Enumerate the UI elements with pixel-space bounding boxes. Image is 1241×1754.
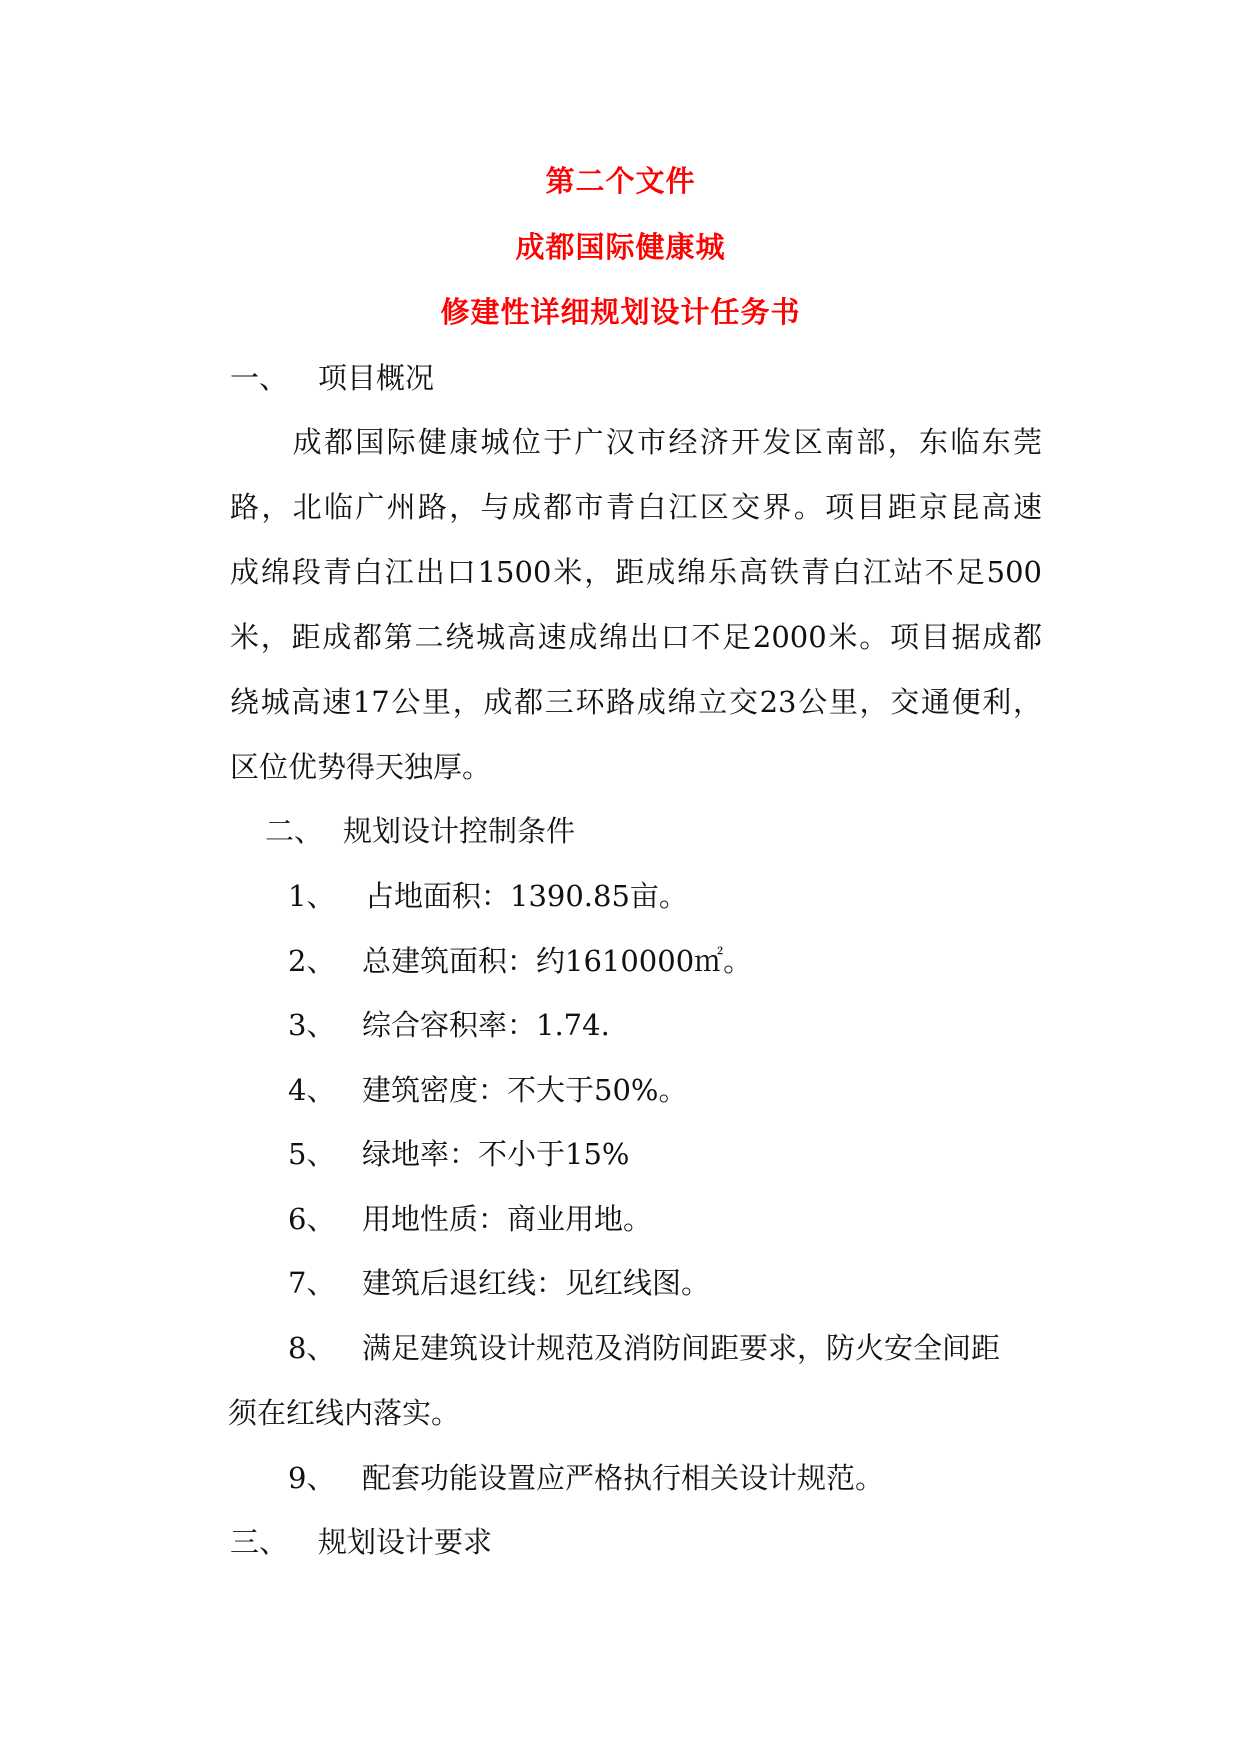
list-item: 建筑后退红线：见红线图。: [362, 1266, 711, 1300]
list-item: 占地面积：1390.85亩。: [365, 879, 688, 913]
list-item-number: 8、: [288, 1331, 336, 1365]
document-title-line-1: 第二个文件: [545, 164, 696, 198]
list-item: 总建筑面积：约1610000㎡。: [362, 944, 753, 978]
list-item-number: 3、: [288, 1008, 336, 1042]
paragraph-line: 成绵段青白江出口1500米，距成绵乐高铁青白江站不足500: [230, 555, 1042, 589]
section-2-heading: 规划设计控制条件: [343, 814, 576, 848]
list-item: 满足建筑设计规范及消防间距要求，防火安全间距: [362, 1331, 1001, 1365]
list-item: 用地性质：商业用地。: [362, 1202, 653, 1236]
list-item-number: 5、: [288, 1137, 336, 1171]
section-3-heading: 规划设计要求: [318, 1525, 493, 1559]
list-item-number: 6、: [288, 1202, 336, 1236]
section-1-number: 一、: [230, 361, 289, 395]
list-item-number: 4、: [288, 1073, 336, 1107]
list-item: 建筑密度：不大于50%。: [362, 1073, 688, 1107]
section-2-number: 二、: [265, 814, 324, 848]
paragraph-line: 区位优势得天独厚。: [230, 750, 492, 784]
paragraph-line: 路，北临广州路，与成都市青白江区交界。项目距京昆高速: [230, 490, 1042, 524]
list-item-continuation: 须在红线内落实。: [228, 1396, 461, 1430]
section-3-number: 三、: [230, 1525, 289, 1559]
paragraph-line: 成都国际健康城位于广汉市经济开发区南部，东临东莞: [230, 425, 1042, 459]
section-1-heading: 项目概况: [318, 361, 435, 395]
document-title-line-3: 修建性详细规划设计任务书: [440, 295, 801, 329]
list-item-number: 9、: [288, 1461, 336, 1495]
list-item-number: 2、: [288, 944, 336, 978]
paragraph-line: 绕城高速17公里，成都三环路成绵立交23公里，交通便利，: [230, 685, 1042, 719]
list-item: 绿地率：不小于15%: [362, 1137, 630, 1171]
list-item-number: 7、: [288, 1266, 336, 1300]
list-item: 配套功能设置应严格执行相关设计规范。: [362, 1461, 885, 1495]
document-title-line-2: 成都国际健康城: [515, 230, 726, 264]
list-item-number: 1、: [288, 879, 336, 913]
section-1-paragraph: [230, 410, 1042, 800]
list-item: 综合容积率：1.74.: [362, 1008, 610, 1042]
paragraph-line: 米，距成都第二绕城高速成绵出口不足2000米。项目据成都: [230, 620, 1042, 654]
